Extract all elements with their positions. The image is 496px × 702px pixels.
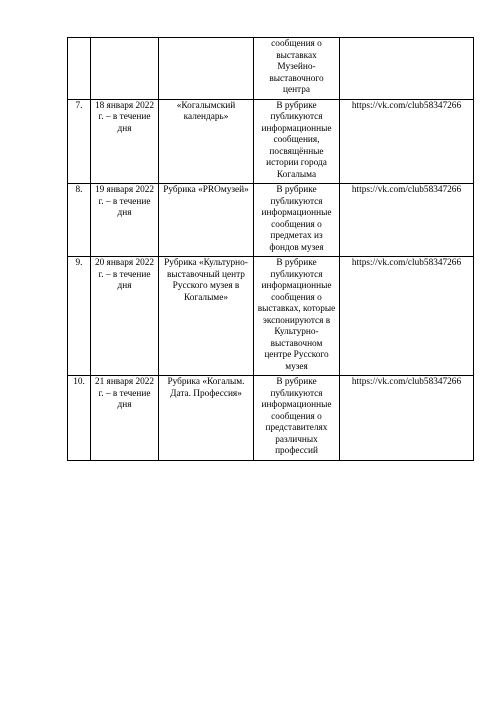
cell-date: 19 января 2022 г. – в течение дня [91,184,159,257]
cell-title [159,38,254,100]
cell-description: В рубрике публикуются информационные сообщения о выставках, которые экспонируются в Культурно-выставочном центре Русского музея [254,257,340,376]
table-row [68,184,474,257]
cell-number: 9. [68,257,91,376]
cell-link[interactable]: https://vk.com/club58347266 [340,376,474,461]
cell-date: 20 января 2022 г. – в течение дня [91,257,159,376]
table-row [68,257,474,376]
cell-number: 10. [68,376,91,461]
table-row [68,376,474,461]
cell-number: 8. [68,184,91,257]
cell-number: 7. [68,99,91,184]
cell-link [340,38,474,100]
cell-date [91,38,159,100]
cell-description: В рубрике публикуются информационные сообщения о представителях различных профессий [254,376,340,461]
cell-link[interactable]: https://vk.com/club58347266 [340,257,474,376]
table-row-continued [68,38,474,100]
cell-description: сообщения о выставках Музейно-выставочного центра [254,38,340,100]
events-table [67,37,474,461]
cell-description: В рубрике публикуются информационные сообщения, посвящённые истории города Когалыма [254,99,340,184]
cell-title: «Когалымский календарь» [159,99,254,184]
cell-number [68,38,91,100]
cell-title: Рубрика «PROмузей» [159,184,254,257]
cell-description: В рубрике публикуются информационные сообщения о предметах из фондов музея [254,184,340,257]
cell-title: Рубрика «Когалым. Дата. Профессия» [159,376,254,461]
cell-title: Рубрика «Культурно-выставочный центр Русского музея в Когалыме» [159,257,254,376]
cell-link[interactable]: https://vk.com/club58347266 [340,99,474,184]
cell-date: 21 января 2022 г. – в течение дня [91,376,159,461]
cell-date: 18 января 2022 г. – в течение дня [91,99,159,184]
cell-link[interactable]: https://vk.com/club58347266 [340,184,474,257]
table-row [68,99,474,184]
